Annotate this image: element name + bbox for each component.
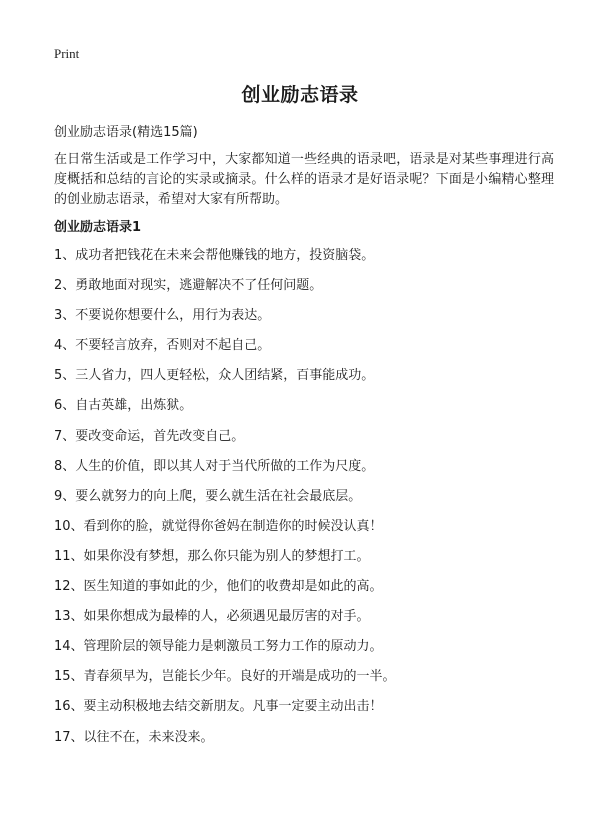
list-item: 9、要么就努力的向上爬，要么就生活在社会最底层。 — [54, 488, 362, 504]
list-item: 10、看到你的脸，就觉得你爸妈在制造你的时候没认真！ — [54, 518, 383, 534]
list-item: 6、自古英雄，出炼狱。 — [54, 398, 193, 414]
list-item: 16、要主动积极地去结交新朋友。凡事一定要主动出击！ — [54, 699, 383, 715]
intro-paragraph: 在日常生活或是工作学习中，大家都知道一些经典的语录吧，语录是对某些事理进行高度概括和总结的言论的实录或摘录。什么样的语录才是好语录呢？下面是小编精心整理的创业励志语录，希望对大家有所帮助。 — [54, 152, 554, 207]
list-item: 3、不要说你想要什么，用行为表达。 — [54, 308, 271, 324]
subtitle: 创业励志语录(精选15篇) — [54, 125, 198, 140]
list-item: 7、要改变命运，首先改变自己。 — [54, 428, 245, 444]
list-item: 15、青春须早为，岂能长少年。良好的开端是成功的一半。 — [54, 669, 396, 685]
quote-list — [54, 246, 574, 758]
list-item: 8、人生的价值，即以其人对于当代所做的工作为尺度。 — [54, 458, 375, 474]
list-item: 12、医生知道的事如此的少，他们的收费却是如此的高。 — [54, 579, 383, 595]
list-item: 5、三人省力，四人更轻松，众人团结紧，百事能成功。 — [54, 368, 375, 384]
list-item: 17、以往不在，未来没来。 — [54, 729, 214, 745]
page-title: 创业励志语录 — [241, 84, 359, 106]
list-item: 11、如果你没有梦想，那么你只能为别人的梦想打工。 — [54, 548, 370, 564]
list-item: 4、不要轻言放弃，否则对不起自己。 — [54, 338, 271, 354]
list-item: 1、成功者把钱花在未来会帮他赚钱的地方，投资脑袋。 — [54, 248, 375, 263]
list-item: 14、管理阶层的领导能力是刺激员工努力工作的原动力。 — [54, 639, 383, 655]
print-link[interactable]: Print — [54, 46, 80, 61]
section-heading: 创业励志语录1 — [54, 220, 142, 235]
list-item: 2、勇敢地面对现实，逃避解决不了任何问题。 — [54, 278, 323, 294]
list-item: 13、如果你想成为最棒的人，必须遇见最厉害的对手。 — [54, 609, 370, 625]
